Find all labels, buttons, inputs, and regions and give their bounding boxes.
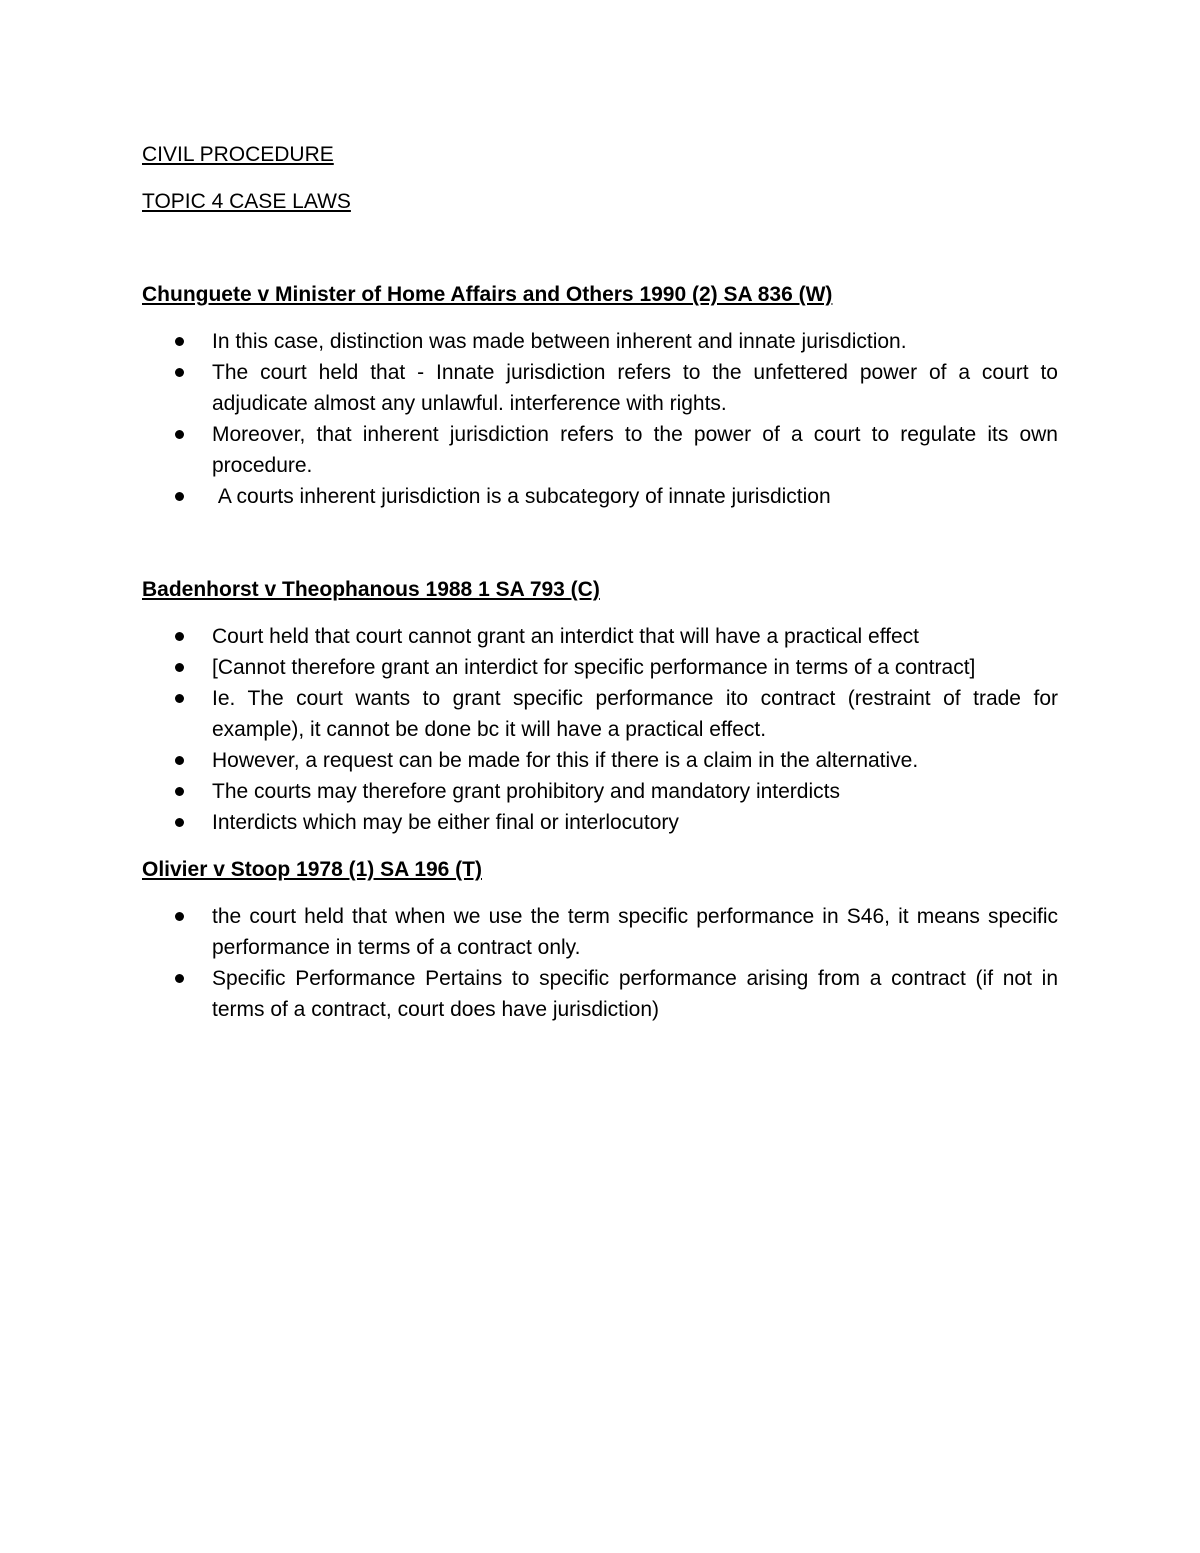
list-item-text: However, a request can be made for this if there is a claim in the alternative. [212,749,919,772]
bullet-icon [175,756,184,765]
list-item-text: the court held that when we use the term specific performance in S46, it means specific performance in terms of a contract only. [212,905,1058,959]
bullet-icon [175,694,184,703]
list-item-text: Specific Performance Pertains to specific performance arising from a contract (if not in terms of a contract, court does have jurisdiction) [212,967,1058,1021]
list-item [142,776,1058,807]
document-page [142,140,1058,1025]
bullet-icon [175,818,184,827]
list-item-text: In this case, distinction was made between inherent and innate jurisdiction. [212,330,907,353]
case-points-list [142,621,1058,838]
list-item [142,963,1058,1025]
bullet-icon [175,974,184,983]
list-item [142,652,1058,683]
case-section-badenhorst [142,575,1058,838]
case-points-list [142,326,1058,512]
case-section-olivier [142,855,1058,1025]
list-item-text: A courts inherent jurisdiction is a subcategory of innate jurisdiction [212,485,831,508]
list-item [142,807,1058,838]
bullet-icon [175,663,184,672]
list-item-text: The court held that - Innate jurisdiction refers to the unfettered power of a court to adjudicate almost any unlawful. interference with rights. [212,361,1058,415]
bullet-icon [175,368,184,377]
list-item-text: [Cannot therefore grant an interdict for specific performance in terms of a contract] [212,656,976,679]
bullet-icon [175,430,184,439]
list-item-text: The courts may therefore grant prohibitory and mandatory interdicts [212,780,840,803]
list-item-text: Moreover, that inherent jurisdiction refers to the power of a court to regulate its own procedure. [212,423,1058,477]
list-item [142,481,1058,512]
case-points-list [142,901,1058,1025]
list-item-text: Ie. The court wants to grant specific performance ito contract (restraint of trade for example), it cannot be done bc it will have a practical effect. [212,687,1058,741]
case-heading: Olivier v Stoop 1978 (1) SA 196 (T) [142,858,482,881]
list-item [142,901,1058,963]
list-item-text: Court held that court cannot grant an interdict that will have a practical effect [212,625,920,648]
list-item [142,745,1058,776]
case-heading: Chunguete v Minister of Home Affairs and Others 1990 (2) SA 836 (W) [142,283,833,306]
list-item [142,683,1058,745]
document-subtitle: TOPIC 4 CASE LAWS [142,190,351,213]
document-title: CIVIL PROCEDURE [142,143,334,166]
bullet-icon [175,492,184,501]
list-item [142,621,1058,652]
bullet-icon [175,787,184,796]
bullet-icon [175,912,184,921]
case-heading: Badenhorst v Theophanous 1988 1 SA 793 (C) [142,578,600,601]
list-item [142,419,1058,481]
bullet-icon [175,337,184,346]
list-item [142,357,1058,419]
case-section-chunguete [142,280,1058,512]
list-item [142,326,1058,357]
list-item-text: Interdicts which may be either final or interlocutory [212,811,679,834]
bullet-icon [175,632,184,641]
